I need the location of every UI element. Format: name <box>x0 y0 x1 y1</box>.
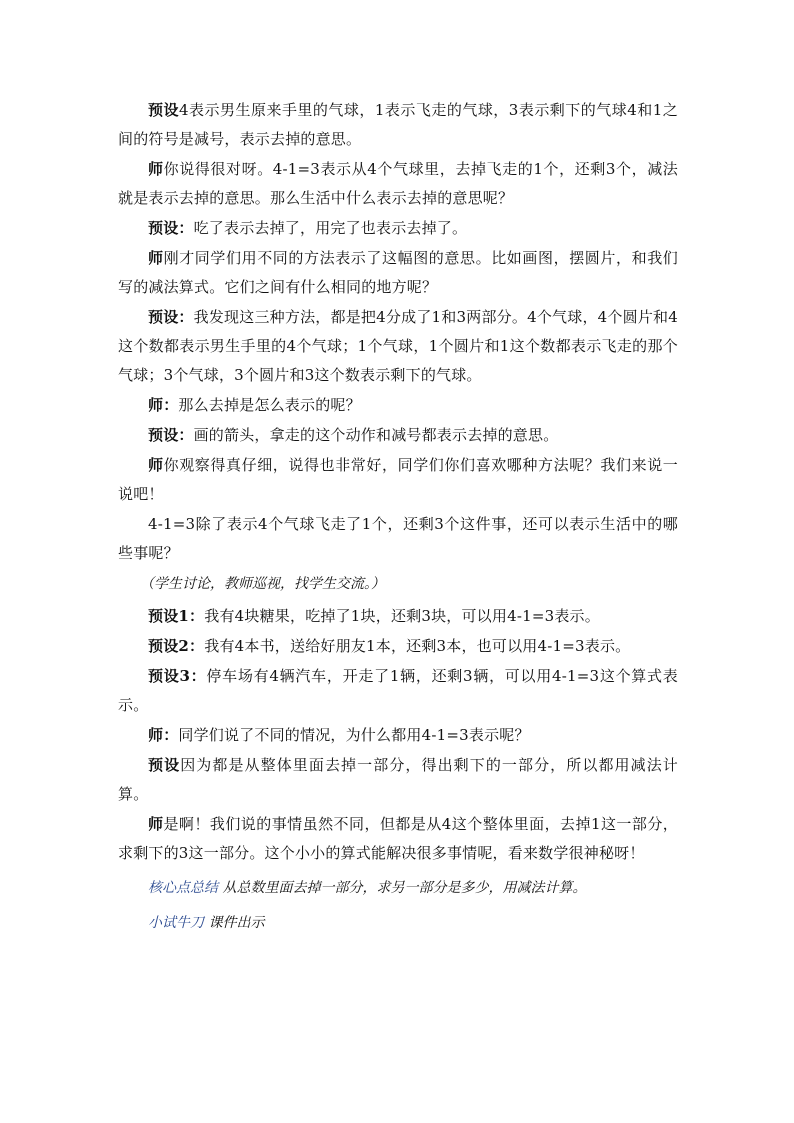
paragraph-text: 同学们说了不同的情况，为什么都用4-1=3表示呢？ <box>178 726 530 744</box>
paragraph <box>118 391 678 420</box>
paragraph <box>118 155 678 213</box>
speaker-label: 预设： <box>148 426 194 444</box>
summary-key: 核心点总结 <box>148 880 218 896</box>
paragraph-text: 那么去掉是怎么表示的呢？ <box>178 396 361 414</box>
speaker-label: 师 <box>148 160 164 178</box>
paragraph <box>118 751 678 809</box>
trial-text: 课件出示 <box>208 915 265 931</box>
speaker-label: 预设： <box>148 219 194 237</box>
paragraph <box>118 510 678 568</box>
paragraph-text: 停车场有4辆汽车，开走了1辆，还剩3辆，可以用4-1=3这个算式表示。 <box>118 667 678 714</box>
activity-note: （学生讨论，教师巡视，找学生交流。） <box>140 576 385 592</box>
paragraph <box>118 244 678 302</box>
speaker-label: 师 <box>148 456 164 474</box>
speaker-label: 师： <box>148 396 179 414</box>
speaker-label: 师 <box>148 815 164 833</box>
speaker-label: 预设 <box>148 756 181 774</box>
paragraph <box>118 602 678 631</box>
trial-key: 小试牛刀 <box>148 915 204 931</box>
paragraph <box>118 214 678 243</box>
speaker-label: 预设 <box>148 101 179 119</box>
lesson-content <box>118 96 678 938</box>
paragraph <box>118 451 678 509</box>
paragraph-text: 因为都是从整体里面去掉一部分，得出剩下的一部分，所以都用减法计算。 <box>118 756 678 803</box>
paragraph-text: 是啊！我们说的事情虽然不同，但都是从4这个整体里面，去掉1这一部分，求剩下的3这一部分。这个小小的算式能解决很多事情呢，看来数学很神秘呀！ <box>118 815 679 862</box>
paragraph-text: 我有4本书，送给好朋友1本，还剩3本，也可以用4-1=3表示。 <box>204 637 631 655</box>
paragraph-text: 4表示男生原来手里的气球，1表示飞走的气球，3表示剩下的气球4和1之间的符号是减号，表示去掉的意思。 <box>118 101 678 148</box>
paragraph-text: 4-1=3除了表示4个气球飞走了1个，还剩3个这件事，还可以表示生活中的哪些事呢？ <box>118 515 678 562</box>
speaker-label: 预设2： <box>148 637 205 655</box>
speaker-label: 师 <box>148 249 164 267</box>
paragraph <box>118 632 678 661</box>
paragraph <box>118 96 678 154</box>
paragraph <box>118 662 678 720</box>
paragraph-text: 我发现这三种方法，都是把4分成了1和3两部分。4个气球，4个圆片和4这个数都表示男生手里的4个气球；1个气球，1个圆片和1这个数都表示飞走的那个气球；3个气球，3个圆片和3这个数表示剩下的气球。 <box>118 308 678 384</box>
speaker-label: 预设3： <box>148 667 207 685</box>
key-point-summary <box>118 874 678 903</box>
speaker-label: 师： <box>148 726 179 744</box>
paragraph <box>118 721 678 750</box>
paragraph-text: 刚才同学们用不同的方法表示了这幅图的意思。比如画图，摆圆片，和我们写的减法算式。它们之间有什么相同的地方呢？ <box>118 249 679 296</box>
paragraph <box>118 810 678 868</box>
paragraph-text: 我有4块糖果，吃掉了1块，还剩3块，可以用4-1=3表示。 <box>204 607 600 625</box>
paragraph-text: 你观察得真仔细，说得也非常好，同学们你们喜欢哪种方法呢？我们来说一说吧！ <box>118 456 679 503</box>
paragraph <box>118 421 678 450</box>
paragraph-text: 画的箭头，拿走的这个动作和减号都表示去掉的意思。 <box>193 426 559 444</box>
paragraph-text: 吃了表示去掉了，用完了也表示去掉了。 <box>193 219 468 237</box>
trial-exercise <box>118 909 678 938</box>
paragraph-text: 你说得很对呀。4-1=3表示从4个气球里，去掉飞走的1个，还剩3个，减法就是表示去掉的意思。那么生活中什么表示去掉的意思呢？ <box>118 160 679 207</box>
speaker-label: 预设1： <box>148 607 205 625</box>
summary-text: 从总数里面去掉一部分，求另一部分是多少，用减法计算。 <box>222 880 587 896</box>
paragraph <box>118 303 678 390</box>
speaker-label: 预设： <box>148 308 194 326</box>
